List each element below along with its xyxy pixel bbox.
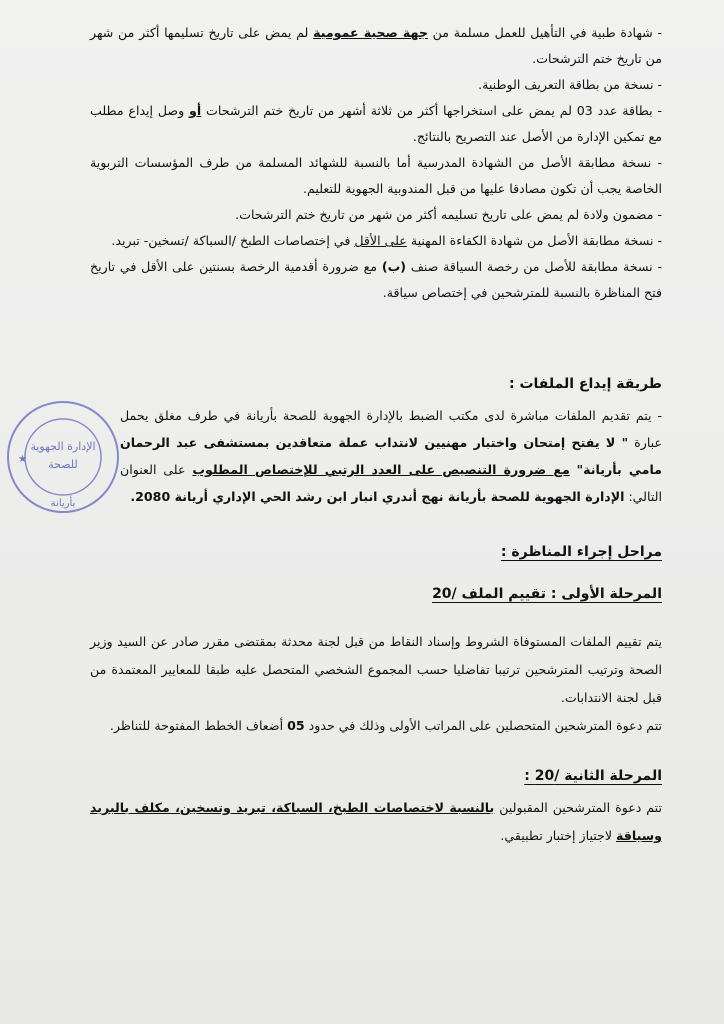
stamp-seal-icon [4,398,122,516]
doc-item-national-id: - نسخة من بطاقة التعريف الوطنية. [478,77,662,92]
required-documents-list [90,20,662,306]
stages-heading: مراحل إجراء المناظرة : [500,544,662,560]
stage2-heading: المرحلة الثانية /20 : [524,768,662,784]
stage1-paragraph-1: يتم تقييم الملفات المستوفاة الشروط وإسناد النقاط من قبل لجنة محدثة بمقتضى مقرر صادر عن السيد وزير الصحة وترتيب المترشحين ترتيبا تفاضليا حسب المجموع الشخصي المتحصل عليه طبقا للمعايير المعتمدة من قبل لجنة الانتدابات. [90,634,662,705]
deposit-text: - يتم تقديم الملفات مباشرة لدى مكتب الضبط بالإدارة الجهوية للصحة بأريانة في طرف مغلق يحمل عبارة " لا يفتح إمتحان واختبار مهنيين لانتداب عملة متعاقدين بمستشفى عبد الرحمان مامي بأريانة" مع ضرورة التنصيص على العدد الرتبي للإختصاص المطلوب على العنوان التالي: الإدارة الجهوية للصحة بأريانة نهج أندري انبار ابن رشد الحي الإداري أريانة 2080. [120,408,662,504]
doc-item-birth-certificate: - مضمون ولادة لم يمض على تاريخ تسليمه أكثر من شهر من تاريخ ختم الترشحات. [235,207,662,222]
doc-item-professional-certificate: - نسخة مطابقة الأصل من شهادة الكفاءة المهنية على الأقل في إختصاصات الطبخ /السباكة /تسخين- تبريد. [111,233,662,248]
stamp-text-middle: للصحة [48,458,78,471]
doc-item-medical-certificate: - شهادة طبية في التأهيل للعمل مسلمة من جهة صحية عمومية لم يمض على تاريخ تسليمها أكثر من شهر من تاريخ ختم الترشحات. [90,25,663,66]
doc-item-driving-license: - نسخة مطابقة للأصل من رخصة السياقة صنف (ب) مع ضرورة أقدمية الرخصة بسنتين على الأقل في تاريخ فتح المناظرة بالنسبة للمترشحين في إختصاص سياقة. [90,259,662,300]
deposit-heading: طريقة إيداع الملفات : [508,376,662,392]
stamp-text-bottom: بأريانة [50,498,76,509]
stamp-text-top: الإدارة الجهوية [30,440,96,453]
stage1-heading: المرحلة الأولى : تقييم الملف /20 [432,586,662,602]
svg-text:★: ★ [18,454,27,465]
stage2-paragraph-1: تتم دعوة المترشحين المقبولين بالنسبة لاختصاصات الطبخ، السباكة، تبريد وتسخين، مكلف بالبريد وسياقة لاجتياز إختبار تطبيقي. [90,800,662,843]
doc-item-criminal-record: - بطاقة عدد 03 لم يمض على استخراجها أكثر من ثلاثة أشهر من تاريخ ختم الترشحات أو وصل إيداع مطلب مع تمكين الإدارة من الأصل عند التصريح بالنتائج. [90,103,663,144]
official-stamp [4,398,122,516]
stage1-paragraph-2: تتم دعوة المترشحين المتحصلين على المراتب الأولى وذلك في حدود 05 أضعاف الخطط المفتوحة للتناظر. [109,718,662,733]
stage2-text [90,794,662,850]
doc-item-school-certificate: - نسخة مطابقة الأصل من الشهادة المدرسية أما بالنسبة للشهائد المسلمة من طرف المؤسسات التربوية الخاصة يجب أن تكون مصادقا عليها من قبل المندوبية الجهوية للتعليم. [90,155,662,196]
stage1-text [90,628,662,740]
